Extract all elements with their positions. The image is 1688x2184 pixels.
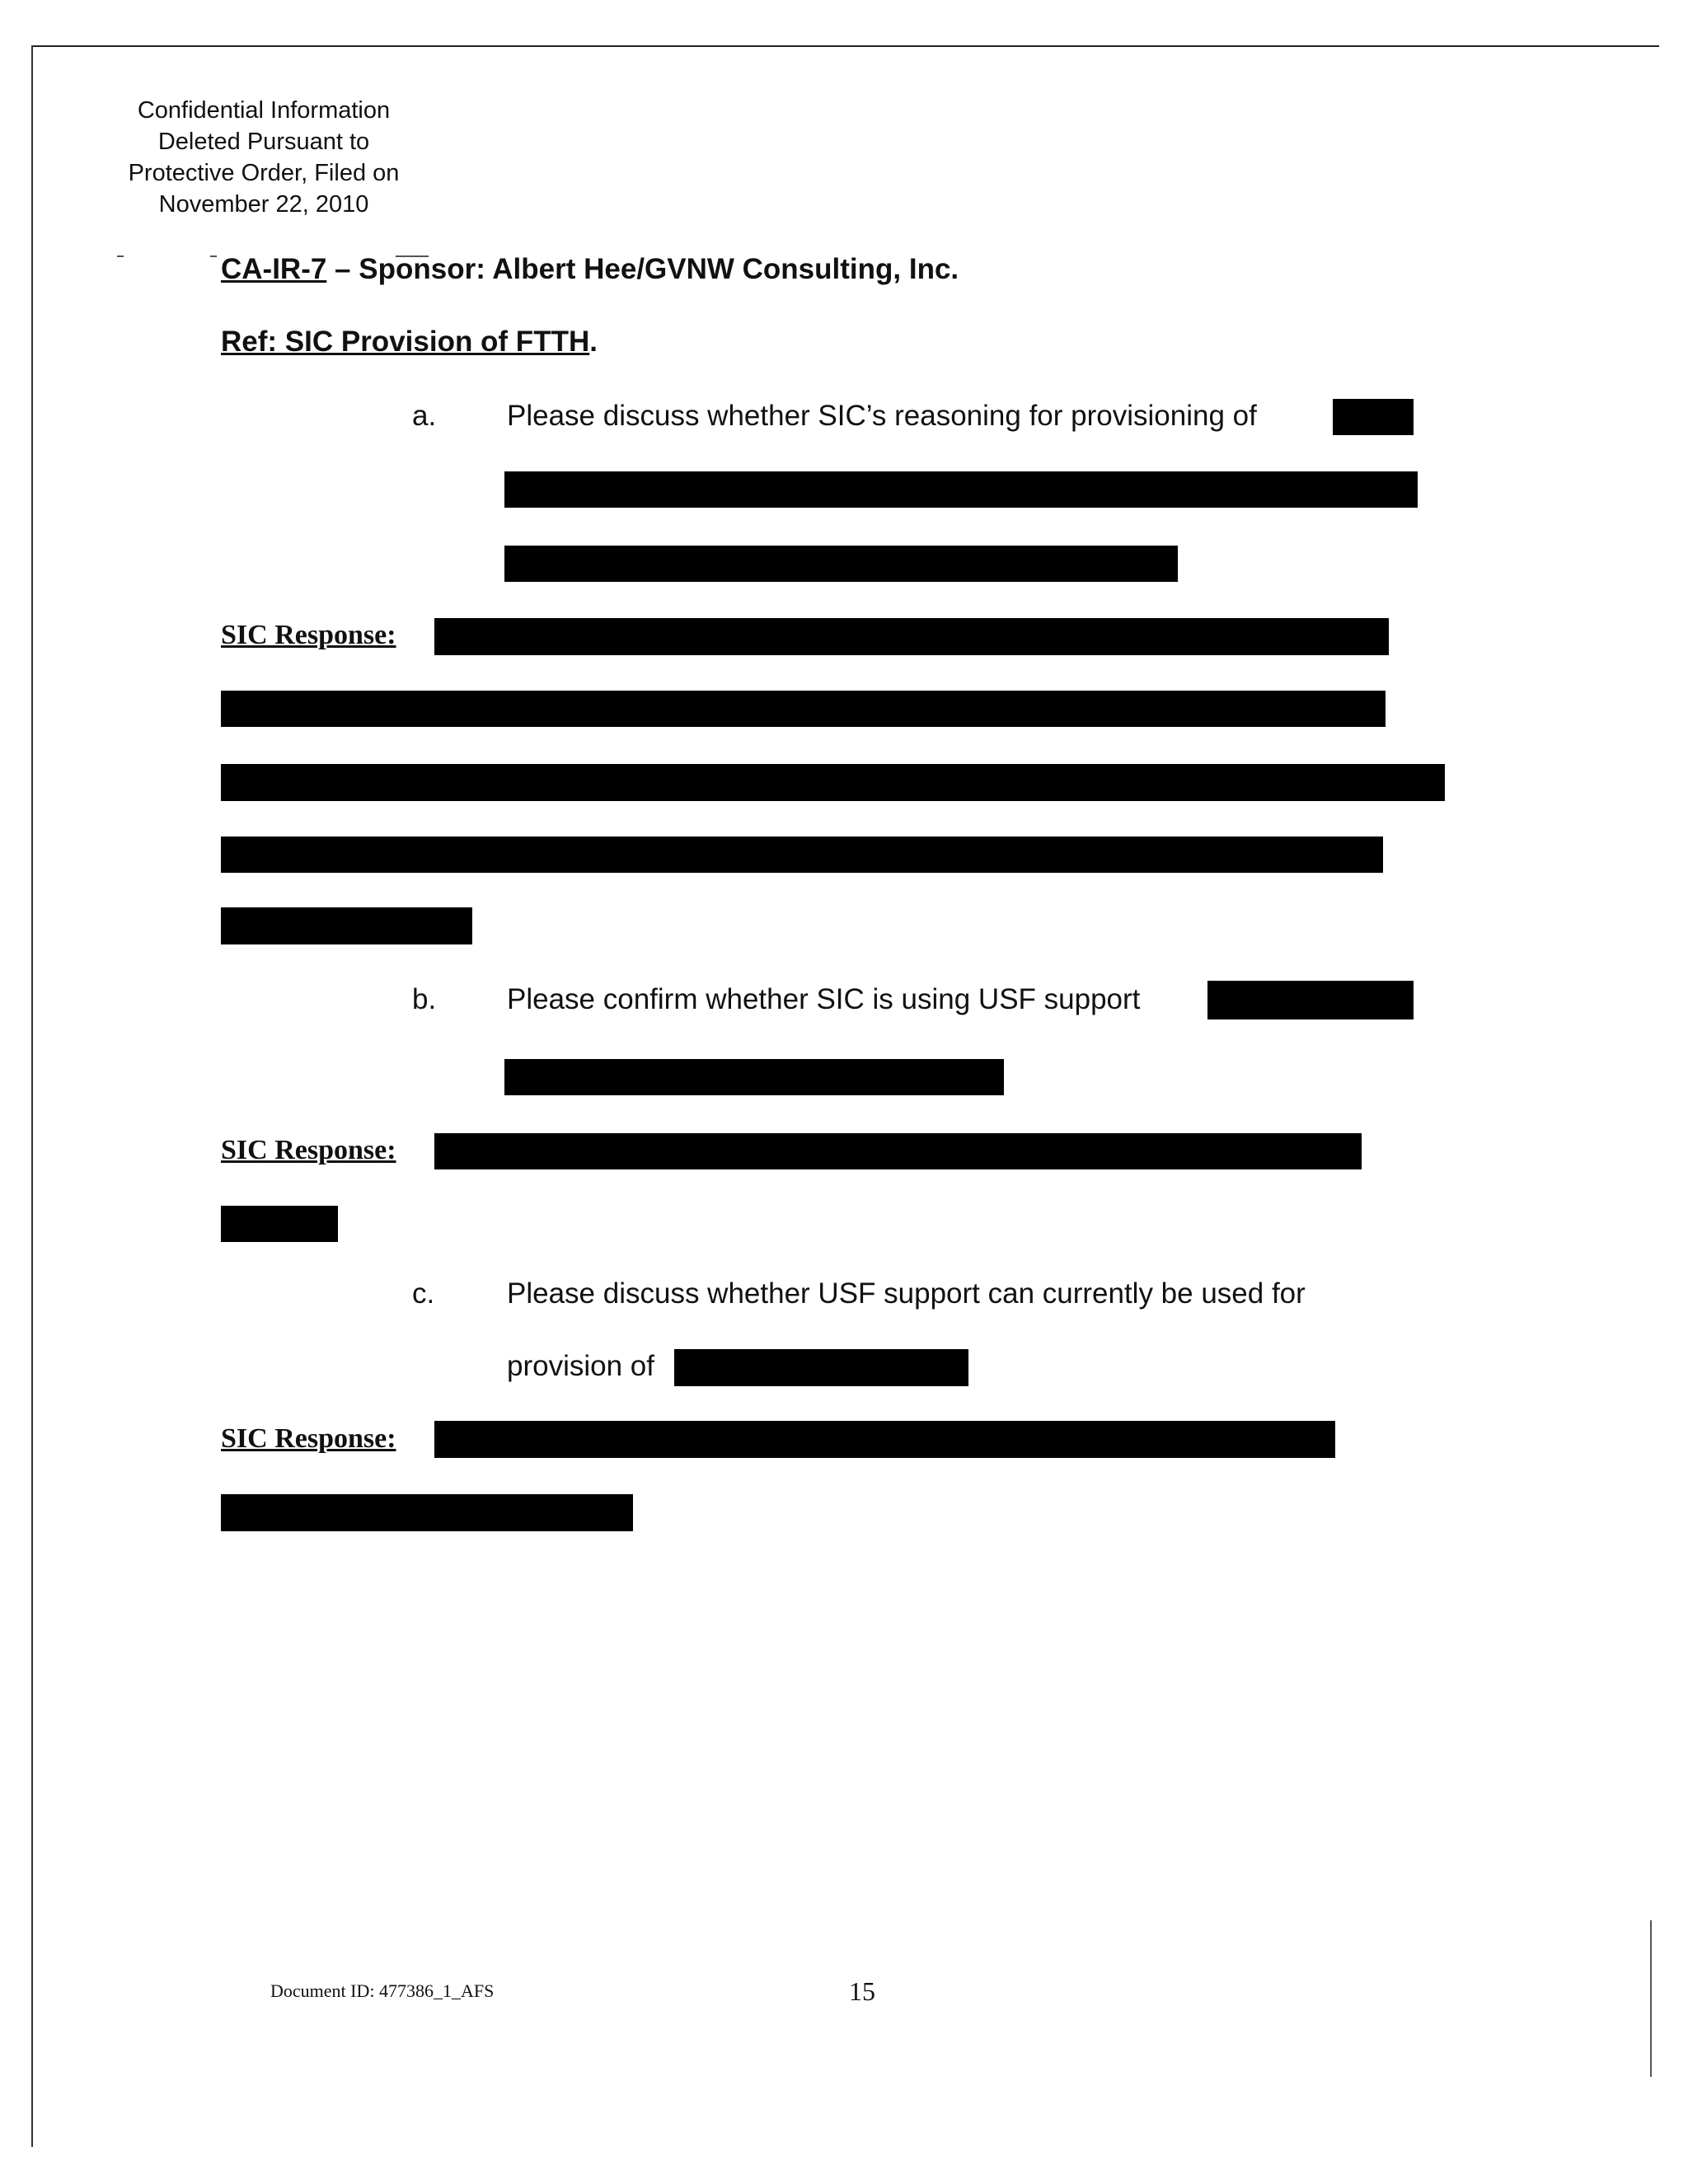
redaction-block — [674, 1349, 968, 1386]
scan-mark — [210, 255, 217, 257]
reference-period: . — [589, 326, 598, 358]
item-question-a: Please discuss whether SIC’s reasoning for provisioning of — [507, 400, 1257, 432]
redaction-block — [221, 907, 472, 944]
redaction-block — [221, 1494, 633, 1531]
redaction-block — [221, 691, 1386, 727]
redaction-block — [434, 1421, 1335, 1458]
redaction-block — [504, 471, 1418, 508]
document-id: Document ID: 477386_1_AFS — [270, 1980, 495, 2001]
page-border-left — [31, 45, 33, 2147]
confidential-notice — [124, 95, 404, 220]
request-id: CA-IR-7 — [221, 253, 327, 285]
item-question-b: Please confirm whether SIC is using USF support — [507, 983, 1141, 1015]
request-heading — [221, 253, 959, 286]
redaction-block — [504, 546, 1178, 582]
response-label-b: SIC Response: — [221, 1135, 396, 1165]
page-border-right — [1650, 1920, 1652, 2077]
confidential-line: Deleted Pursuant to — [157, 129, 370, 155]
redaction-block — [1333, 399, 1414, 435]
confidential-line: November 22, 2010 — [158, 191, 369, 218]
response-label-c: SIC Response: — [221, 1423, 396, 1454]
item-letter-b: b. — [412, 983, 437, 1015]
item-letter-a: a. — [412, 400, 437, 432]
reference-heading — [221, 326, 598, 359]
redaction-block — [434, 618, 1389, 655]
item-question-c: Please discuss whether USF support can currently be used for — [507, 1277, 1306, 1310]
redaction-block — [221, 1206, 338, 1242]
page-border-top — [31, 45, 1659, 47]
sponsor-text: – Sponsor: Albert Hee/GVNW Consulting, Inc. — [326, 253, 959, 285]
redaction-block — [1207, 981, 1414, 1019]
redaction-block — [434, 1133, 1362, 1169]
redaction-block — [504, 1059, 1004, 1095]
page-number: 15 — [849, 1976, 875, 2006]
redaction-block — [221, 837, 1383, 873]
confidential-line: Protective Order, Filed on — [128, 160, 400, 186]
reference-label: Ref: SIC Provision of FTTH — [221, 326, 590, 358]
item-letter-c: c. — [412, 1277, 435, 1310]
item-question-c-continued: provision of — [507, 1350, 654, 1382]
scan-mark — [117, 255, 124, 257]
redaction-block — [221, 764, 1445, 801]
response-label-a: SIC Response: — [221, 620, 396, 650]
confidential-line: Confidential Information — [137, 97, 391, 124]
